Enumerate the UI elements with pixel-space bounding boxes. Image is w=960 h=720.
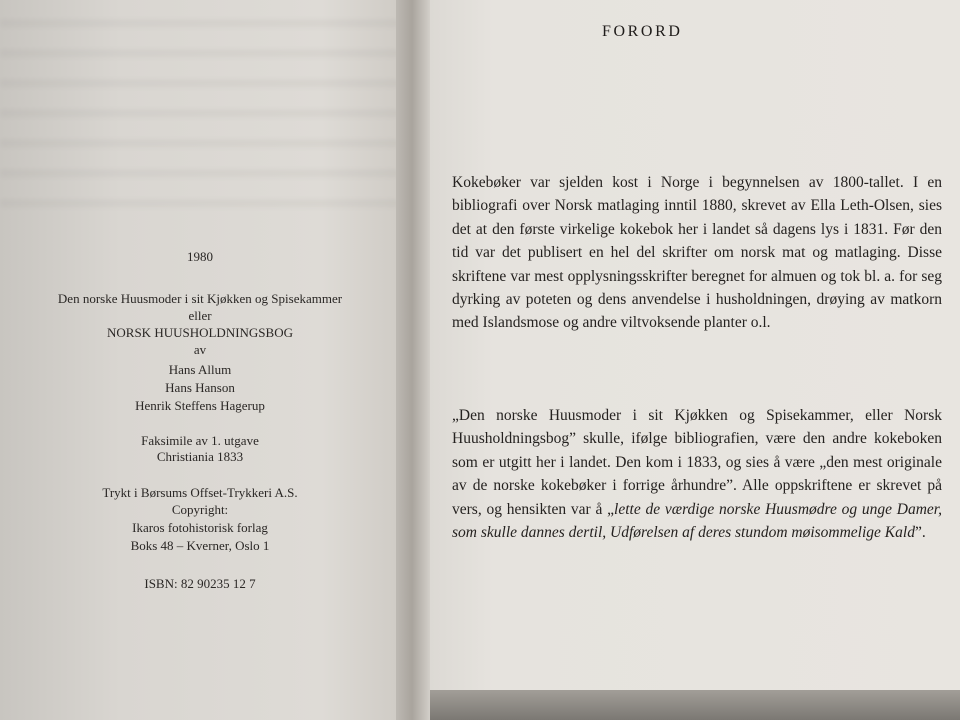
preface-quote-italic: lette de værdige norske Huusmødre og unge Damer, som skulle dannes dertil, Udførelsen af deres stundom møisommelige Kald — [452, 500, 942, 542]
imprint-isbn: ISBN: 82 90235 12 7 — [144, 576, 256, 591]
table-shadow — [430, 690, 960, 720]
imprint-year: 1980 — [187, 249, 213, 264]
page-heading: FORORD — [602, 23, 683, 40]
imprint-printer: Boks 48 – Kverner, Oslo 1 — [130, 538, 270, 553]
imprint-edition: Faksimile av 1. utgave — [141, 433, 259, 448]
imprint-title-line-1: Den norske Huusmoder i sit Kjøkken og Spisekammer — [57, 291, 343, 306]
show-through-text — [0, 0, 400, 220]
imprint-edition: Christiania 1833 — [156, 449, 244, 464]
preface-paragraph-2 — [452, 404, 942, 544]
preface-paragraph-2-end: ”. — [914, 524, 926, 542]
imprint-printer: Trykt i Børsums Offset-Trykkeri A.S. — [102, 485, 298, 500]
imprint-title-line-3: NORSK HUUSHOLDNINGSBOG — [107, 325, 293, 340]
imprint-title-line-4: av — [193, 342, 207, 357]
left-page — [0, 0, 402, 720]
imprint-author: Henrik Steffens Hagerup — [135, 398, 265, 413]
imprint-title-line-2: eller — [188, 308, 212, 323]
imprint-printer: Copyright: — [171, 502, 229, 517]
right-page — [430, 0, 960, 695]
preface-paragraph-1: Kokebøker var sjelden kost i Norge i begynnelsen av 1800-tallet. I en bibliografi over Norsk matlaging inntil 1880, skrevet av Ella Leth-Olsen, sies det at den første virkelige kokebok her i landet så dagens lys i 1831. Før den tid var det publisert en hel del skrifter om norsk mat og matlaging. Disse skriftene var mest opplysningsskrifter beregnet for almuen og tok bl. a. for seg dyrking av poteten og dens anvendelse i husholdningen, drøying av matkorn med Islandsmose og andre viltvoksende planter o.l. — [452, 174, 942, 332]
imprint-author: Hans Allum — [168, 362, 232, 377]
imprint-printer: Ikaros fotohistorisk forlag — [132, 520, 268, 535]
imprint-author: Hans Hanson — [165, 380, 235, 395]
preface-paragraph-2-text: „Den norske Huusmoder i sit Kjøkken og Spisekammer, eller Norsk Huusholdningsbog” skulle, ifølge bibliografien, være den andre kokeboken som er utgitt her i landet. Den kom i 1833, og sies å være „den mest originale av de norske kokebøker i forrige århundre”. Alle oppskriftene er skrevet på vers, og hensikten var å „ — [452, 407, 942, 518]
